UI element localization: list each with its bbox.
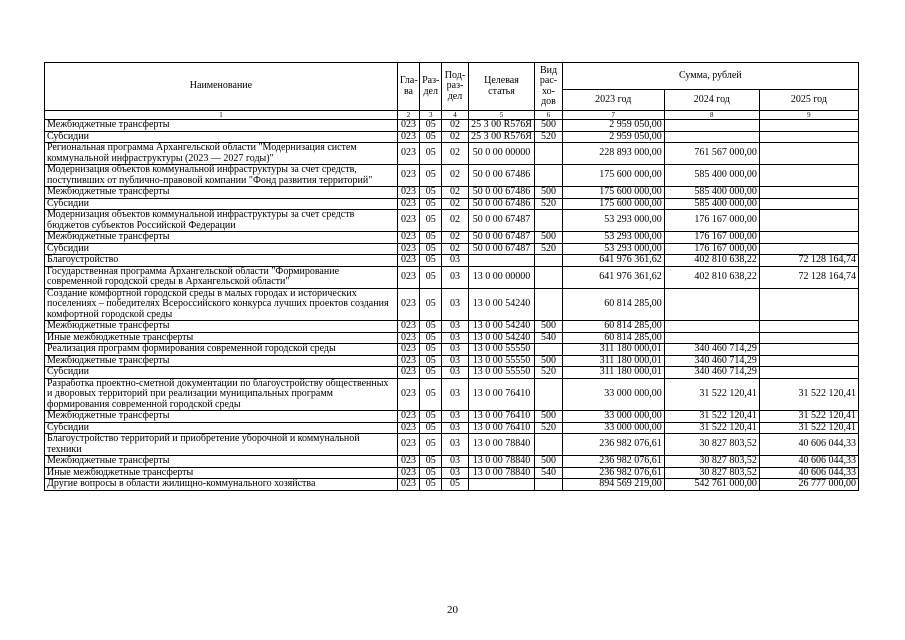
cell-sum-2023: 236 982 076,61 — [562, 467, 664, 479]
cell-podrazdel: 03 — [442, 434, 468, 456]
cell-sum-2025 — [759, 243, 858, 255]
column-number: 7 — [562, 111, 664, 120]
cell-vid — [535, 288, 562, 321]
cell-sum-2024: 30 827 803,52 — [664, 467, 759, 479]
cell-sum-2023: 33 000 000,00 — [562, 378, 664, 411]
cell-sum-2025: 31 522 120,41 — [759, 422, 858, 434]
cell-target: 13 0 00 76410 — [468, 422, 535, 434]
cell-vid: 500 — [535, 120, 562, 132]
header-razdel: Раз-дел — [420, 63, 442, 111]
cell-glava: 023 — [397, 131, 419, 143]
cell-podrazdel: 03 — [442, 288, 468, 321]
cell-sum-2024: 761 567 000,00 — [664, 143, 759, 165]
header-sum: Сумма, рублей — [562, 63, 858, 90]
cell-target: 50 0 00 67486 — [468, 187, 535, 199]
cell-name: Субсидии — [45, 131, 398, 143]
cell-sum-2023: 311 180 000,01 — [562, 355, 664, 367]
table-row — [45, 321, 859, 333]
cell-razdel: 05 — [420, 120, 442, 132]
cell-glava: 023 — [397, 288, 419, 321]
cell-sum-2025 — [759, 321, 858, 333]
column-number: 2 — [397, 111, 419, 120]
cell-razdel: 05 — [420, 467, 442, 479]
cell-podrazdel: 03 — [442, 367, 468, 379]
header-year-2025: 2025 год — [759, 90, 858, 111]
cell-name: Благоустройство — [45, 255, 398, 267]
table-row — [45, 355, 859, 367]
cell-target: 13 0 00 76410 — [468, 411, 535, 423]
cell-glava: 023 — [397, 456, 419, 468]
header-year-2023: 2023 год — [562, 90, 664, 111]
table-body — [45, 120, 859, 491]
table-row — [45, 288, 859, 321]
cell-sum-2025: 72 128 164,74 — [759, 266, 858, 288]
cell-razdel: 05 — [420, 332, 442, 344]
cell-target: 13 0 00 55550 — [468, 367, 535, 379]
cell-razdel: 05 — [420, 355, 442, 367]
cell-razdel: 05 — [420, 210, 442, 232]
cell-podrazdel: 02 — [442, 120, 468, 132]
cell-podrazdel: 03 — [442, 321, 468, 333]
header-name: Наименование — [45, 63, 398, 111]
cell-target: 13 0 00 78840 — [468, 456, 535, 468]
cell-glava: 023 — [397, 198, 419, 210]
cell-podrazdel: 02 — [442, 243, 468, 255]
table-row — [45, 344, 859, 356]
table-row — [45, 456, 859, 468]
table-row — [45, 367, 859, 379]
cell-sum-2025: 31 522 120,41 — [759, 378, 858, 411]
cell-vid: 500 — [535, 355, 562, 367]
cell-name: Субсидии — [45, 243, 398, 255]
cell-target: 25 3 00 R576Я — [468, 120, 535, 132]
cell-sum-2025: 26 777 000,00 — [759, 479, 858, 491]
cell-name: Другие вопросы в области жилищно-коммунального хозяйства — [45, 479, 398, 491]
cell-podrazdel: 02 — [442, 198, 468, 210]
cell-vid — [535, 479, 562, 491]
table-row — [45, 266, 859, 288]
table-row — [45, 411, 859, 423]
table-row — [45, 434, 859, 456]
cell-sum-2023: 175 600 000,00 — [562, 165, 664, 187]
column-number: 4 — [442, 111, 468, 120]
table-row — [45, 243, 859, 255]
cell-glava: 023 — [397, 143, 419, 165]
cell-glava: 023 — [397, 467, 419, 479]
cell-sum-2024 — [664, 131, 759, 143]
cell-vid: 500 — [535, 232, 562, 244]
cell-sum-2025: 40 606 044,33 — [759, 456, 858, 468]
cell-razdel: 05 — [420, 288, 442, 321]
header-vid: Вид рас-хо-дов — [535, 63, 562, 111]
cell-podrazdel: 03 — [442, 411, 468, 423]
table-row — [45, 131, 859, 143]
table-row — [45, 378, 859, 411]
header-year-2024: 2024 год — [664, 90, 759, 111]
cell-name: Межбюджетные трансферты — [45, 321, 398, 333]
cell-razdel: 05 — [420, 187, 442, 199]
table-row — [45, 467, 859, 479]
cell-sum-2024: 176 167 000,00 — [664, 232, 759, 244]
cell-sum-2023: 60 814 285,00 — [562, 332, 664, 344]
cell-podrazdel: 02 — [442, 131, 468, 143]
cell-podrazdel: 03 — [442, 456, 468, 468]
cell-podrazdel: 02 — [442, 143, 468, 165]
cell-glava: 023 — [397, 243, 419, 255]
cell-vid: 520 — [535, 422, 562, 434]
cell-sum-2024: 31 522 120,41 — [664, 411, 759, 423]
cell-target — [468, 479, 535, 491]
cell-glava: 023 — [397, 232, 419, 244]
cell-podrazdel: 03 — [442, 266, 468, 288]
table-row — [45, 232, 859, 244]
cell-vid: 540 — [535, 332, 562, 344]
cell-sum-2023: 53 293 000,00 — [562, 243, 664, 255]
cell-target: 13 0 00 78840 — [468, 434, 535, 456]
header-podrazdel: Под-раз-дел — [442, 63, 468, 111]
cell-vid — [535, 210, 562, 232]
cell-name: Субсидии — [45, 198, 398, 210]
cell-vid: 500 — [535, 456, 562, 468]
column-number: 3 — [420, 111, 442, 120]
cell-sum-2025 — [759, 210, 858, 232]
cell-razdel: 05 — [420, 378, 442, 411]
cell-sum-2024: 30 827 803,52 — [664, 434, 759, 456]
cell-target: 13 0 00 55550 — [468, 355, 535, 367]
cell-sum-2025: 31 522 120,41 — [759, 411, 858, 423]
header-glava: Гла-ва — [397, 63, 419, 111]
cell-name: Благоустройство территорий и приобретение уборочной и коммунальной техники — [45, 434, 398, 456]
cell-podrazdel: 03 — [442, 344, 468, 356]
table-row — [45, 187, 859, 199]
cell-vid: 520 — [535, 198, 562, 210]
cell-sum-2025 — [759, 332, 858, 344]
page-number: 20 — [447, 604, 458, 616]
cell-glava: 023 — [397, 332, 419, 344]
cell-podrazdel: 05 — [442, 479, 468, 491]
cell-glava: 023 — [397, 378, 419, 411]
cell-sum-2024: 31 522 120,41 — [664, 378, 759, 411]
cell-name: Субсидии — [45, 422, 398, 434]
cell-razdel: 05 — [420, 131, 442, 143]
cell-sum-2023: 236 982 076,61 — [562, 434, 664, 456]
cell-glava: 023 — [397, 355, 419, 367]
cell-vid: 520 — [535, 131, 562, 143]
cell-razdel: 05 — [420, 434, 442, 456]
table-row — [45, 210, 859, 232]
cell-razdel: 05 — [420, 243, 442, 255]
cell-sum-2024: 176 167 000,00 — [664, 243, 759, 255]
cell-name: Межбюджетные трансферты — [45, 232, 398, 244]
cell-razdel: 05 — [420, 367, 442, 379]
cell-glava: 023 — [397, 165, 419, 187]
cell-target: 13 0 00 55550 — [468, 344, 535, 356]
cell-target — [468, 255, 535, 267]
cell-sum-2023: 60 814 285,00 — [562, 321, 664, 333]
cell-podrazdel: 03 — [442, 378, 468, 411]
cell-vid — [535, 378, 562, 411]
cell-sum-2025: 40 606 044,33 — [759, 434, 858, 456]
cell-sum-2023: 311 180 000,01 — [562, 367, 664, 379]
cell-razdel: 05 — [420, 411, 442, 423]
cell-razdel: 05 — [420, 422, 442, 434]
cell-sum-2025 — [759, 232, 858, 244]
cell-podrazdel: 02 — [442, 165, 468, 187]
cell-name: Межбюджетные трансферты — [45, 187, 398, 199]
column-number: 5 — [468, 111, 535, 120]
cell-sum-2023: 2 959 050,00 — [562, 131, 664, 143]
cell-sum-2025 — [759, 131, 858, 143]
cell-razdel: 05 — [420, 143, 442, 165]
cell-glava: 023 — [397, 344, 419, 356]
cell-sum-2025 — [759, 355, 858, 367]
cell-sum-2024 — [664, 288, 759, 321]
cell-sum-2023: 641 976 361,62 — [562, 255, 664, 267]
cell-vid — [535, 165, 562, 187]
cell-sum-2023: 33 000 000,00 — [562, 411, 664, 423]
table-row — [45, 332, 859, 344]
cell-sum-2024: 585 400 000,00 — [664, 165, 759, 187]
cell-name: Модернизация объектов коммунальной инфраструктуры за счет средств, поступивших от публично-правовой компании "Фонд развития территорий" — [45, 165, 398, 187]
cell-sum-2023: 2 959 050,00 — [562, 120, 664, 132]
cell-sum-2025 — [759, 288, 858, 321]
cell-sum-2024: 176 167 000,00 — [664, 210, 759, 232]
cell-target: 13 0 00 76410 — [468, 378, 535, 411]
cell-sum-2023: 311 180 000,01 — [562, 344, 664, 356]
header-target: Целевая статья — [468, 63, 535, 111]
cell-target: 13 0 00 00000 — [468, 266, 535, 288]
cell-vid: 500 — [535, 321, 562, 333]
cell-name: Создание комфортной городской среды в малых городах и исторических поселениях – победителях Всероссийского конкурса лучших проектов создания комфортной городской среды — [45, 288, 398, 321]
cell-podrazdel: 03 — [442, 355, 468, 367]
cell-glava: 023 — [397, 434, 419, 456]
table-row — [45, 422, 859, 434]
cell-glava: 023 — [397, 210, 419, 232]
cell-sum-2024: 340 460 714,29 — [664, 355, 759, 367]
cell-vid — [535, 344, 562, 356]
cell-sum-2024 — [664, 120, 759, 132]
cell-name: Государственная программа Архангельской области "Формирование современной городской среды в Архангельской области" — [45, 266, 398, 288]
cell-podrazdel: 02 — [442, 210, 468, 232]
cell-sum-2025: 40 606 044,33 — [759, 467, 858, 479]
cell-name: Межбюджетные трансферты — [45, 411, 398, 423]
cell-target: 13 0 00 54240 — [468, 321, 535, 333]
column-number: 9 — [759, 111, 858, 120]
table-row — [45, 255, 859, 267]
cell-podrazdel: 03 — [442, 332, 468, 344]
table-row — [45, 198, 859, 210]
cell-target: 50 0 00 67487 — [468, 243, 535, 255]
cell-target: 25 3 00 R576Я — [468, 131, 535, 143]
cell-sum-2025 — [759, 120, 858, 132]
cell-sum-2025: 72 128 164,74 — [759, 255, 858, 267]
cell-target: 13 0 00 54240 — [468, 332, 535, 344]
cell-sum-2023: 228 893 000,00 — [562, 143, 664, 165]
cell-sum-2025 — [759, 344, 858, 356]
cell-glava: 023 — [397, 411, 419, 423]
cell-sum-2024: 340 460 714,29 — [664, 367, 759, 379]
cell-sum-2025 — [759, 187, 858, 199]
cell-vid — [535, 255, 562, 267]
cell-glava: 023 — [397, 479, 419, 491]
cell-vid: 500 — [535, 187, 562, 199]
cell-glava: 023 — [397, 187, 419, 199]
cell-sum-2024: 31 522 120,41 — [664, 422, 759, 434]
cell-razdel: 05 — [420, 321, 442, 333]
cell-podrazdel: 03 — [442, 255, 468, 267]
cell-name: Межбюджетные трансферты — [45, 355, 398, 367]
cell-razdel: 05 — [420, 198, 442, 210]
column-number: 6 — [535, 111, 562, 120]
cell-sum-2023: 175 600 000,00 — [562, 187, 664, 199]
cell-podrazdel: 02 — [442, 232, 468, 244]
cell-target: 50 0 00 00000 — [468, 143, 535, 165]
cell-vid: 520 — [535, 367, 562, 379]
table-row — [45, 479, 859, 491]
cell-target: 13 0 00 54240 — [468, 288, 535, 321]
cell-glava: 023 — [397, 120, 419, 132]
cell-sum-2025 — [759, 198, 858, 210]
cell-name: Межбюджетные трансферты — [45, 456, 398, 468]
cell-sum-2024: 585 400 000,00 — [664, 187, 759, 199]
cell-sum-2023: 60 814 285,00 — [562, 288, 664, 321]
table-row — [45, 165, 859, 187]
cell-sum-2023: 53 293 000,00 — [562, 232, 664, 244]
column-number: 1 — [45, 111, 398, 120]
cell-razdel: 05 — [420, 255, 442, 267]
budget-table — [44, 62, 859, 491]
cell-glava: 023 — [397, 266, 419, 288]
cell-razdel: 05 — [420, 232, 442, 244]
cell-vid — [535, 266, 562, 288]
cell-sum-2023: 175 600 000,00 — [562, 198, 664, 210]
cell-sum-2025 — [759, 367, 858, 379]
cell-sum-2024 — [664, 332, 759, 344]
cell-target: 50 0 00 67486 — [468, 165, 535, 187]
cell-glava: 023 — [397, 255, 419, 267]
cell-podrazdel: 02 — [442, 187, 468, 199]
cell-sum-2023: 236 982 076,61 — [562, 456, 664, 468]
cell-name: Региональная программа Архангельской области "Модернизация систем коммунальной инфраструктуры (2023 — 2027 годы)" — [45, 143, 398, 165]
cell-glava: 023 — [397, 367, 419, 379]
column-number: 8 — [664, 111, 759, 120]
cell-glava: 023 — [397, 321, 419, 333]
cell-razdel: 05 — [420, 479, 442, 491]
cell-vid — [535, 434, 562, 456]
table-row — [45, 120, 859, 132]
cell-podrazdel: 03 — [442, 467, 468, 479]
cell-sum-2023: 53 293 000,00 — [562, 210, 664, 232]
cell-sum-2024: 402 810 638,22 — [664, 266, 759, 288]
cell-razdel: 05 — [420, 165, 442, 187]
cell-name: Иные межбюджетные трансферты — [45, 467, 398, 479]
cell-podrazdel: 03 — [442, 422, 468, 434]
cell-sum-2023: 641 976 361,62 — [562, 266, 664, 288]
table-row — [45, 143, 859, 165]
cell-target: 50 0 00 67487 — [468, 232, 535, 244]
cell-razdel: 05 — [420, 266, 442, 288]
cell-target: 13 0 00 78840 — [468, 467, 535, 479]
cell-name: Модернизация объектов коммунальной инфраструктуры за счет средств бюджетов субъектов Российской Федерации — [45, 210, 398, 232]
cell-name: Реализация программ формирования современной городской среды — [45, 344, 398, 356]
cell-target: 50 0 00 67487 — [468, 210, 535, 232]
cell-vid: 540 — [535, 467, 562, 479]
cell-name: Иные межбюджетные трансферты — [45, 332, 398, 344]
cell-vid: 500 — [535, 411, 562, 423]
cell-sum-2023: 894 569 219,00 — [562, 479, 664, 491]
cell-vid: 520 — [535, 243, 562, 255]
cell-sum-2024: 542 761 000,00 — [664, 479, 759, 491]
cell-sum-2025 — [759, 165, 858, 187]
cell-sum-2024: 402 810 638,22 — [664, 255, 759, 267]
cell-razdel: 05 — [420, 456, 442, 468]
cell-glava: 023 — [397, 422, 419, 434]
cell-sum-2024: 585 400 000,00 — [664, 198, 759, 210]
cell-target: 50 0 00 67486 — [468, 198, 535, 210]
cell-sum-2024 — [664, 321, 759, 333]
cell-razdel: 05 — [420, 344, 442, 356]
cell-vid — [535, 143, 562, 165]
cell-sum-2024: 340 460 714,29 — [664, 344, 759, 356]
cell-sum-2023: 33 000 000,00 — [562, 422, 664, 434]
cell-sum-2025 — [759, 143, 858, 165]
cell-name: Субсидии — [45, 367, 398, 379]
cell-sum-2024: 30 827 803,52 — [664, 456, 759, 468]
cell-name: Межбюджетные трансферты — [45, 120, 398, 132]
cell-name: Разработка проектно-сметной документации по благоустройству общественных и дворовых территорий при реализации муниципальных программ формирования современной городской среды — [45, 378, 398, 411]
